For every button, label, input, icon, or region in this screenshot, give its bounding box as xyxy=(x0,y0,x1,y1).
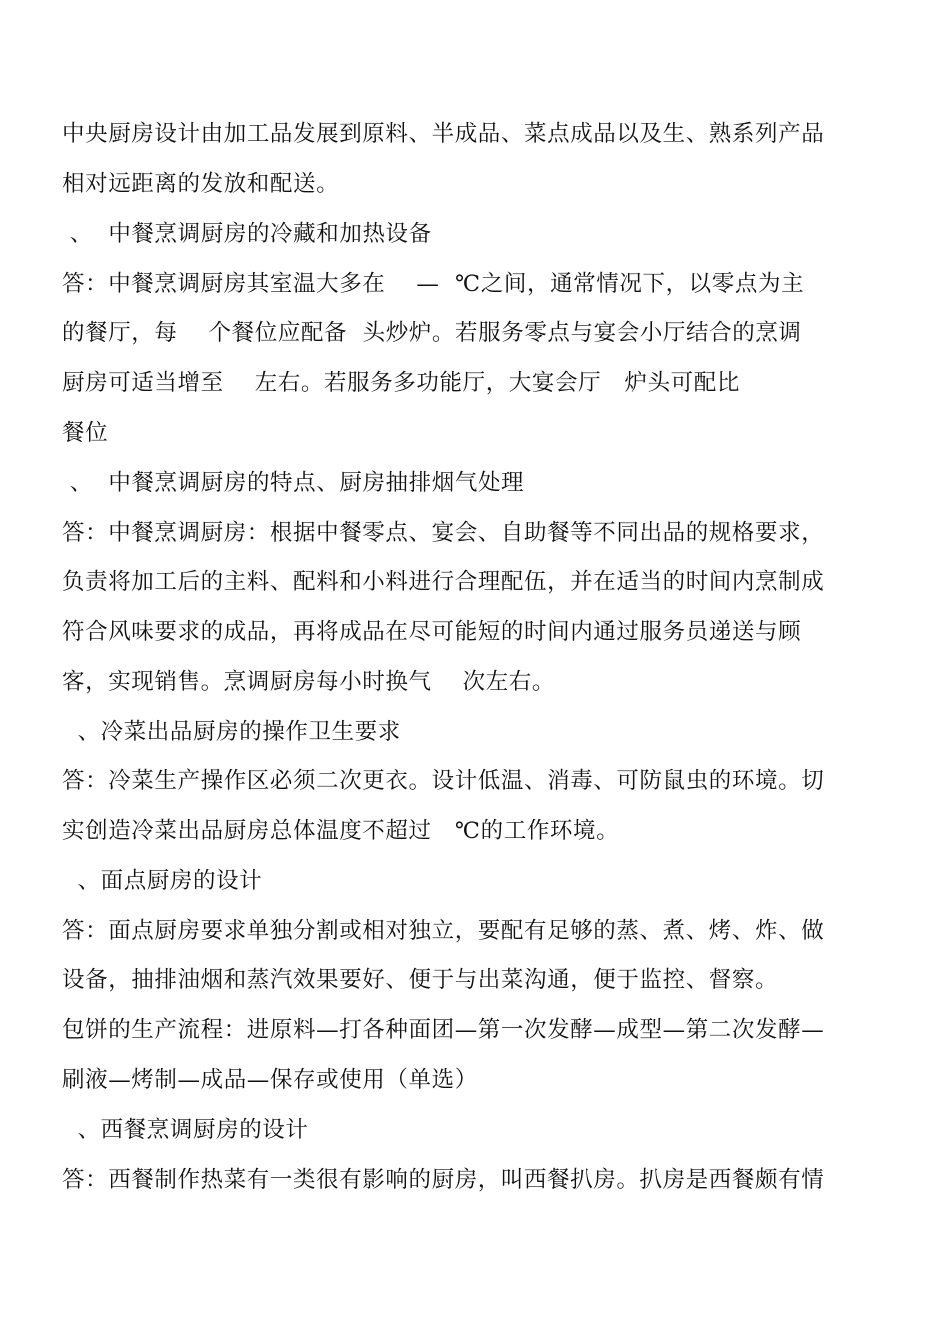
text-line: 餐位 xyxy=(62,420,109,446)
text-line: 刷液—烤制—成品—保存或使用（单选） xyxy=(62,1067,478,1093)
text-line: 实创造冷菜出品厨房总体温度不超过 ℃的工作环境。 xyxy=(62,818,620,844)
text-line: 设备，抽排油烟和蒸汽效果要好、便于与出菜沟通，便于监控、督察。 xyxy=(62,967,779,993)
text-line: 答：中餐烹调厨房：根据中餐零点、宴会、自助餐等不同出品的规格要求， xyxy=(62,520,825,546)
text-line: 相对远距离的发放和配送。 xyxy=(62,171,340,197)
text-line: 厨房可适当增至 左右。若服务多功能厅，大宴会厅 炉头可配比 xyxy=(62,370,740,396)
text-line: 答：冷菜生产操作区必须二次更衣。设计低温、消毒、可防鼠虫的环境。切 xyxy=(62,768,825,794)
text-line: 中央厨房设计由加工品发展到原料、半成品、菜点成品以及生、熟系列产品 xyxy=(62,121,825,147)
text-line: 包饼的生产流程：进原料—打各种面团—第一次发酵—成型—第二次发酵— xyxy=(62,1017,825,1043)
text-line: 答：中餐烹调厨房其室温大多在 — ℃之间，通常情况下，以零点为主 xyxy=(62,271,805,297)
text-line: 答：西餐制作热菜有一类很有影响的厨房，叫西餐扒房。扒房是西餐颇有情 xyxy=(62,1167,825,1193)
section-heading: 、 中餐烹调厨房的特点、厨房抽排烟气处理 xyxy=(62,470,525,496)
section-heading: 、面点厨房的设计 xyxy=(62,868,263,894)
text-line: 答：面点厨房要求单独分割或相对独立，要配有足够的蒸、煮、烤、炸、做 xyxy=(62,918,825,944)
text-line: 符合风味要求的成品，再将成品在尽可能短的时间内通过服务员递送与顾 xyxy=(62,619,802,645)
text-line: 客，实现销售。烹调厨房每小时换气 次左右。 xyxy=(62,669,556,695)
text-line: 的餐厅，每 个餐位应配备 头炒炉。若服务零点与宴会小厅结合的烹调 xyxy=(62,320,802,346)
text-line: 负责将加工后的主料、配料和小料进行合理配伍，并在适当的时间内烹制成 xyxy=(62,569,825,595)
section-heading: 、西餐烹调厨房的设计 xyxy=(62,1117,309,1143)
section-heading: 、冷菜出品厨房的操作卫生要求 xyxy=(62,719,401,745)
section-heading: 、 中餐烹调厨房的冷藏和加热设备 xyxy=(62,221,432,247)
